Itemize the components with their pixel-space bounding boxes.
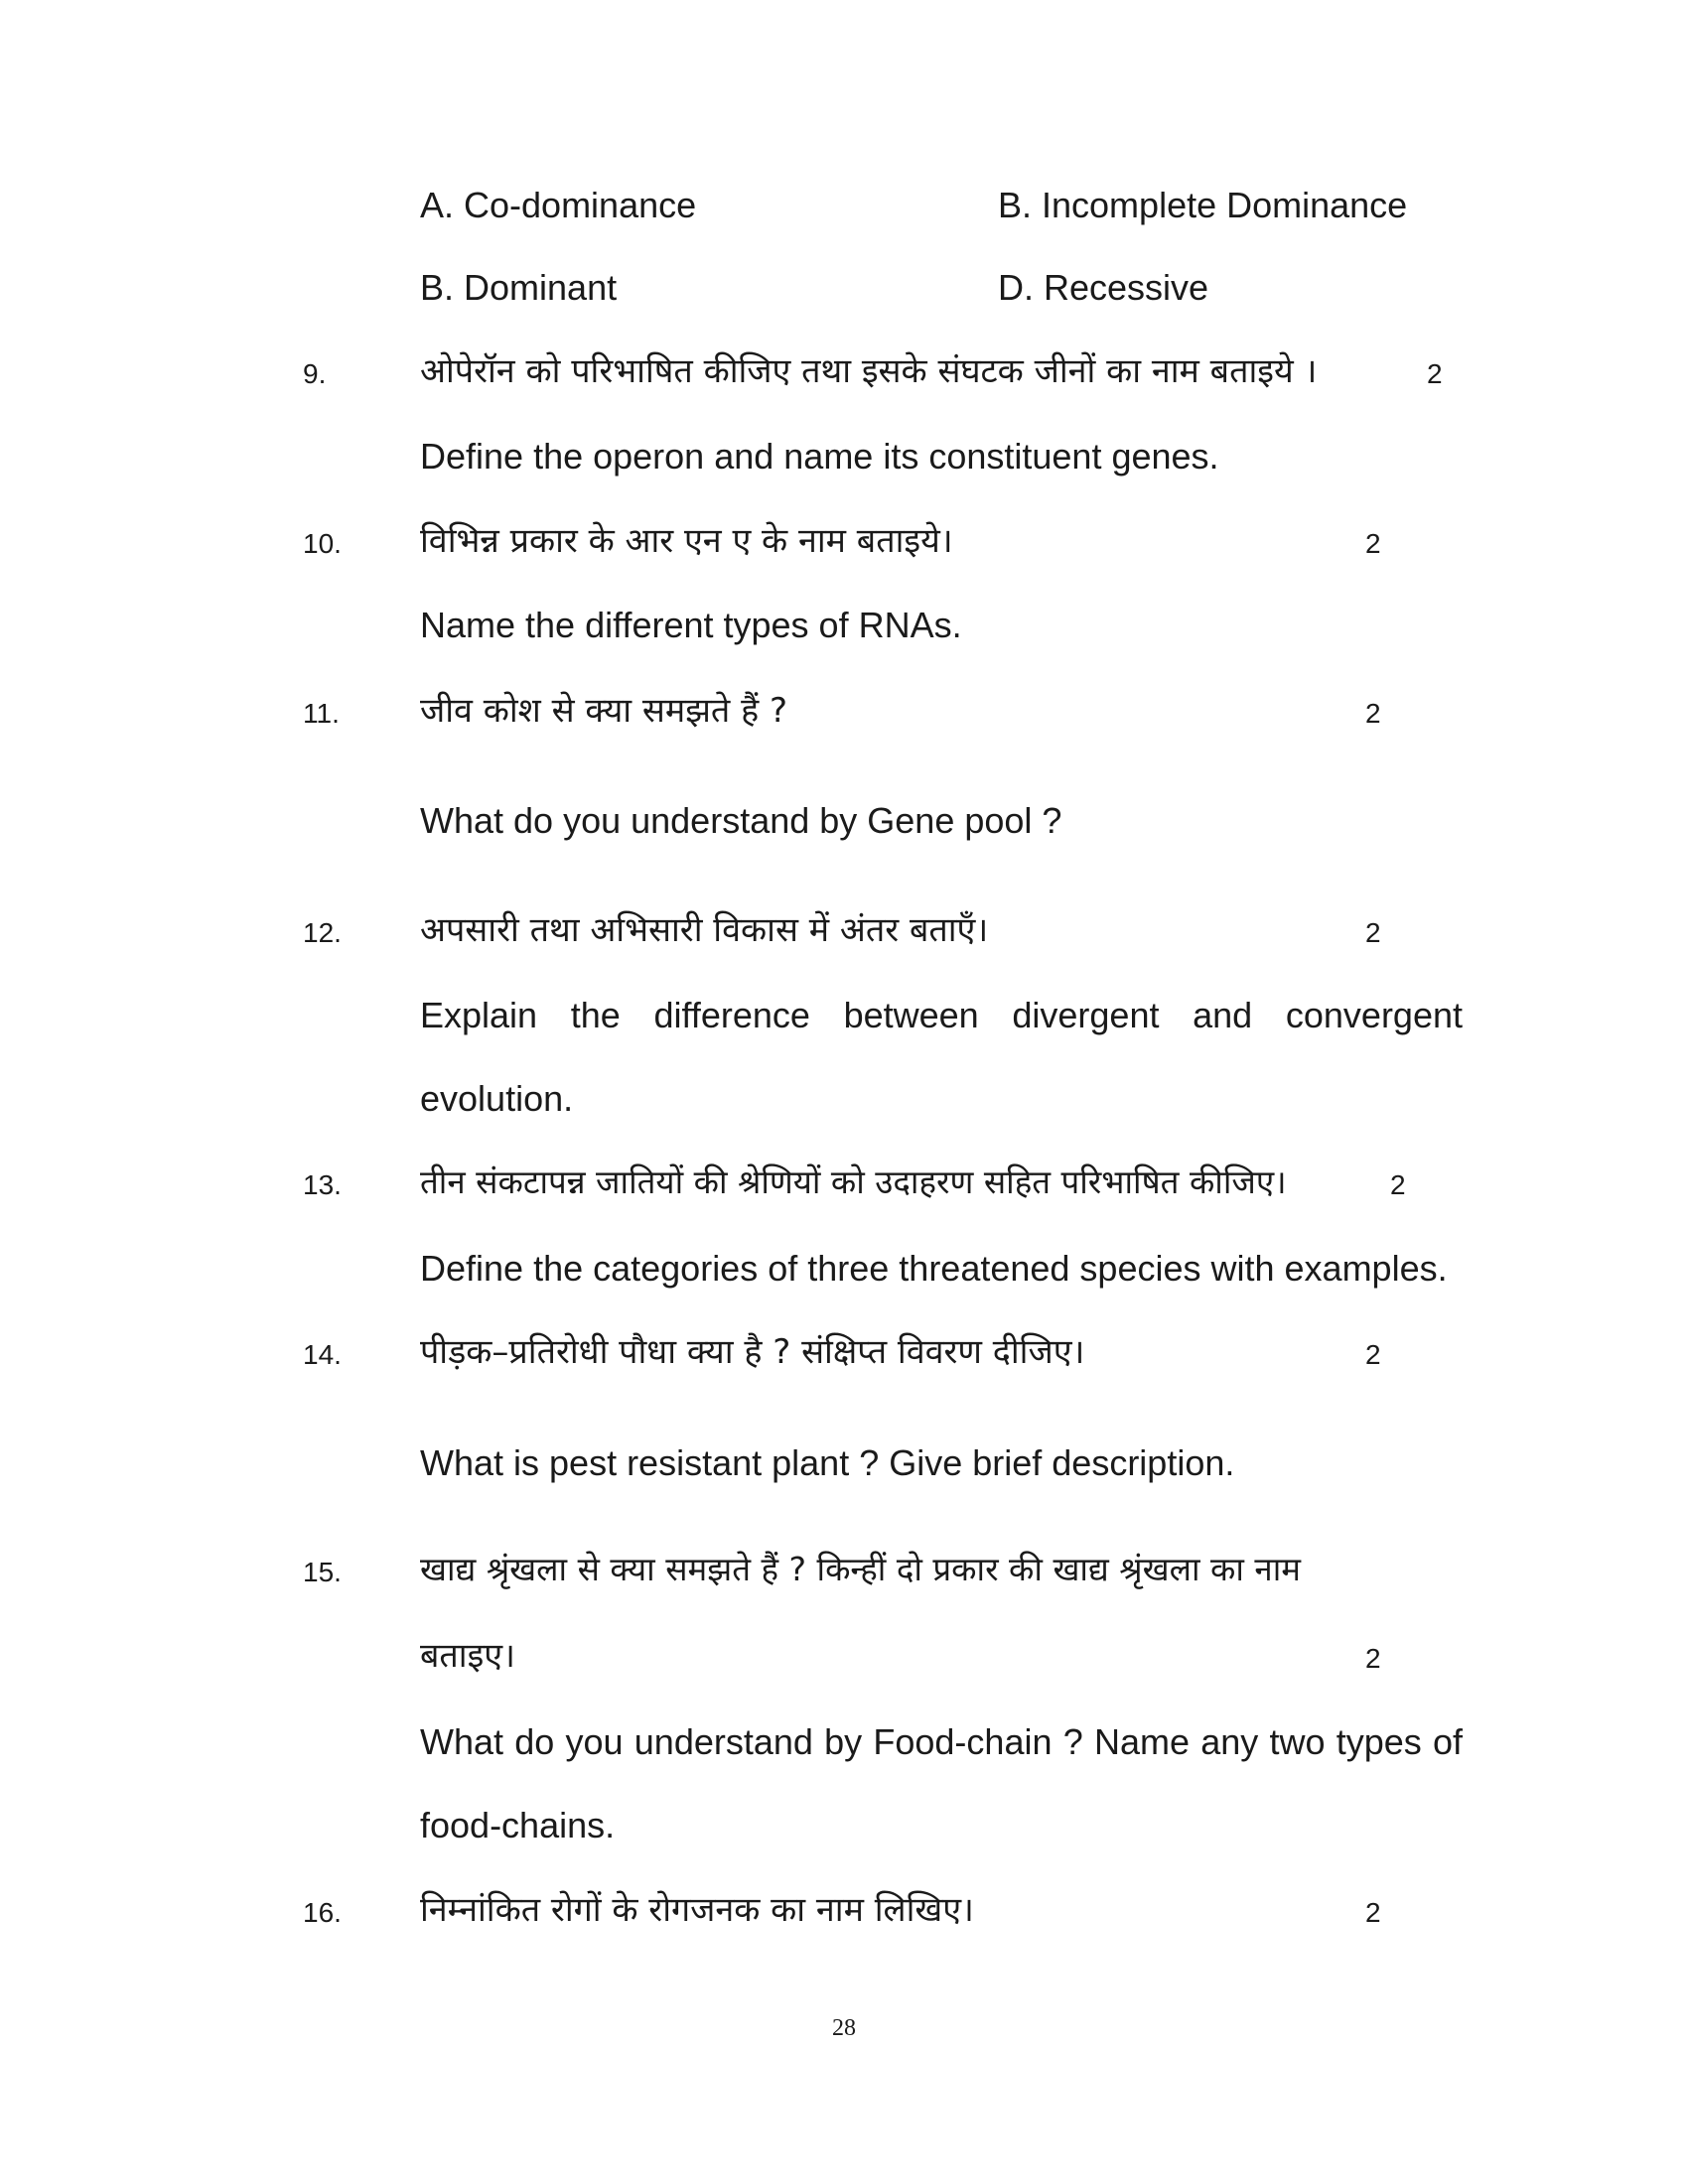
question-hindi: विभिन्न प्रकार के आर एन ए के नाम बताइये। — [420, 521, 953, 561]
question-hindi: जीव कोश से क्या समझते हैं ? — [420, 691, 788, 731]
question-english: Define the categories of three threatened species with examples. — [420, 1248, 1448, 1289]
question-english: What do you understand by Gene pool ? — [420, 800, 1062, 841]
question-english-line: Explain the difference between divergent and convergent — [420, 995, 1463, 1035]
question-hindi-line: खाद्य श्रृंखला से क्या समझते हैं ? किन्हीं दो प्रकार की खाद्य श्रृंखला का नाम — [420, 1550, 1302, 1588]
question-number: 10. — [303, 528, 342, 559]
question-english-line: evolution. — [420, 1078, 574, 1119]
question-number: 15. — [303, 1557, 342, 1587]
question-hindi: निम्नांकित रोगों के रोगजनक का नाम लिखिए। — [420, 1890, 974, 1930]
question-marks: 2 — [1427, 358, 1443, 389]
question-number: 16. — [303, 1897, 342, 1928]
question-marks: 2 — [1390, 1169, 1406, 1200]
question-english-line: food-chains. — [420, 1805, 616, 1845]
question-english: What is pest resistant plant ? Give brief description. — [420, 1442, 1235, 1483]
option-a: A. Co-dominance — [420, 185, 697, 225]
question-hindi: पीड़क–प्रतिरोधी पौधा क्या है ? संक्षिप्त विवरण दीजिए। — [420, 1332, 1085, 1372]
question-hindi: तीन संकटापन्न जातियों की श्रेणियों को उदाहरण सहित परिभाषित कीजिए। — [420, 1162, 1287, 1201]
question-hindi: अपसारी तथा अभिसारी विकास में अंतर बताएँ। — [420, 910, 989, 950]
question-hindi-line: बताइए। — [420, 1636, 515, 1676]
option-b-incomplete: B. Incomplete Dominance — [998, 185, 1408, 225]
question-marks: 2 — [1365, 698, 1381, 729]
question-number: 9. — [303, 358, 327, 389]
question-english: Name the different types of RNAs. — [420, 605, 962, 645]
option-b-dominant: B. Dominant — [420, 267, 618, 308]
option-d: D. Recessive — [998, 267, 1209, 308]
question-marks: 2 — [1365, 1339, 1381, 1370]
question-hindi: ओपेरॉन को परिभाषित कीजिए तथा इसके संघटक जीनों का नाम बताइये । — [420, 351, 1318, 391]
page-number: 28 — [832, 2015, 856, 2041]
question-number: 13. — [303, 1169, 342, 1200]
question-english-line: What do you understand by Food-chain ? Name any two types of — [420, 1721, 1463, 1762]
question-marks: 2 — [1365, 1643, 1381, 1674]
question-number: 12. — [303, 917, 342, 948]
question-marks: 2 — [1365, 1897, 1381, 1928]
question-marks: 2 — [1365, 528, 1381, 559]
question-marks: 2 — [1365, 917, 1381, 948]
question-number: 14. — [303, 1339, 342, 1370]
question-number: 11. — [303, 698, 340, 729]
question-english: Define the operon and name its constituent genes. — [420, 436, 1219, 477]
